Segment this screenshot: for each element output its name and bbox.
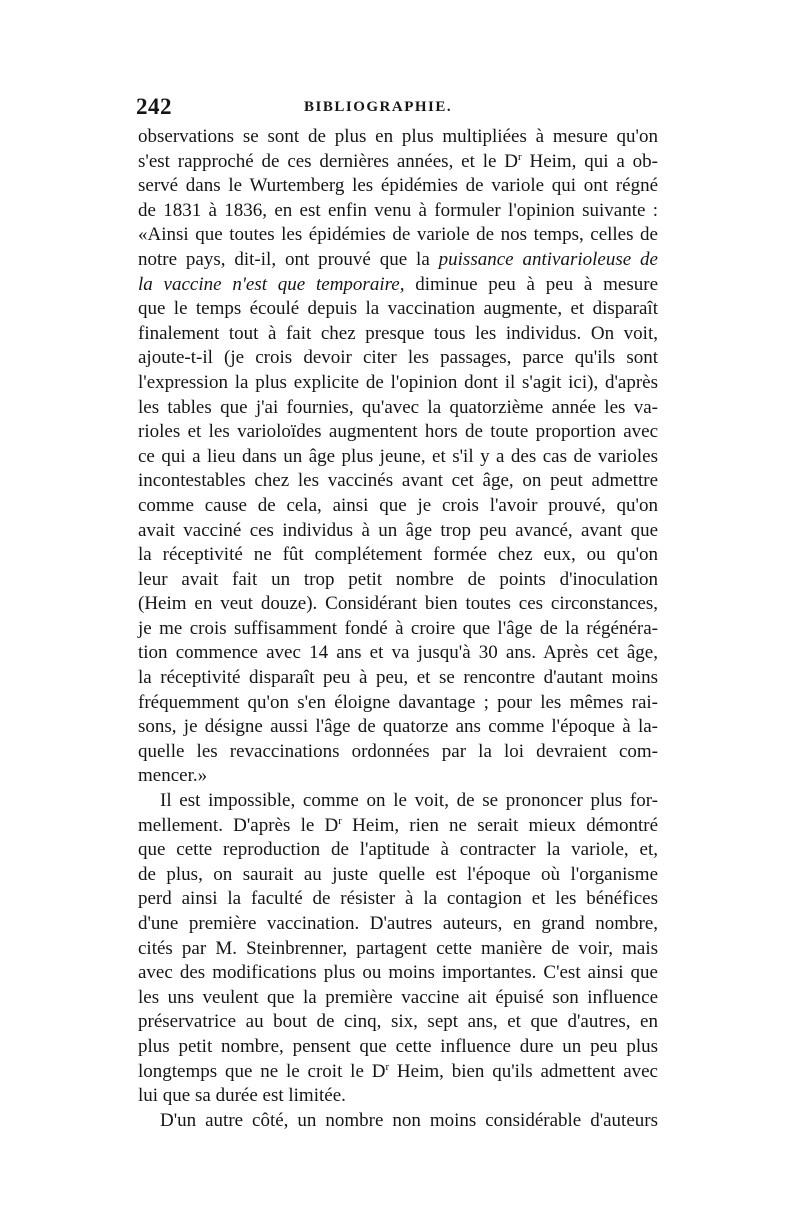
italic-emphasis: la vaccine n'est que temporaire, bbox=[138, 273, 405, 295]
text-line: je me crois suffisamment fondé à croire que l'âge de la régénéra- bbox=[138, 617, 658, 639]
text-line: quelle les revaccinations ordonnées par la loi devraient com- bbox=[138, 740, 658, 762]
italic-emphasis: puissance antivarioleuse de bbox=[438, 248, 658, 270]
text-line: rioles et les varioloïdes augmentent hors de toute proportion avec bbox=[138, 421, 658, 443]
text-line: les uns veulent que la première vaccine ait épuisé son influence bbox=[138, 986, 658, 1008]
text-line: (Heim en veut douze). Considérant bien toutes ces circonstances, bbox=[138, 593, 658, 615]
text-line: d'une première vaccination. D'autres auteurs, en grand nombre, bbox=[138, 913, 658, 934]
text-line: mellement. D'après le $D^r$ Heim, rien ne serait mieux démontré bbox=[138, 814, 659, 836]
body-text bbox=[138, 125, 658, 1133]
text-line: que le temps écoulé depuis la vaccination augmente, et disparaît bbox=[138, 298, 658, 320]
superscript: r bbox=[338, 814, 342, 827]
text-line: de plus, on saurait au juste quelle est l'époque où l'organisme bbox=[138, 863, 658, 885]
text-line: finalement tout à fait chez presque tous les individus. On voit, bbox=[138, 322, 658, 344]
superscript: r bbox=[385, 1060, 390, 1073]
text-line: sons, je désigne aussi l'âge de quatorze ans comme l'époque à la- bbox=[138, 716, 658, 738]
text-line: cités par M. Steinbrenner, partagent cette manière de voir, mais bbox=[138, 937, 658, 959]
text-line: mencer.» bbox=[138, 765, 208, 787]
paragraph-start-line: D'un autre côté, un nombre non moins considérable d'auteurs bbox=[160, 1109, 658, 1131]
text-line: avait vacciné ces individus à un âge trop peu avancé, avant que bbox=[138, 519, 658, 541]
text-line: avec des modifications plus ou moins importantes. C'est ainsi que bbox=[138, 962, 658, 984]
running-head bbox=[136, 94, 658, 120]
text-line: «Ainsi que toutes les épidémies de variole de nos temps, celles de bbox=[138, 224, 658, 246]
text-line: les tables que j'ai fournies, qu'avec la quatorzième année les va- bbox=[138, 396, 658, 418]
text-line: s'est rapproché de ces dernières années, et le $D^r$ Heim, qui a ob- bbox=[138, 150, 658, 172]
text-line: la réceptivité disparaît peu à peu, et se rencontre d'autant moins bbox=[138, 667, 658, 689]
text-line: que cette reproduction de l'aptitude à contracter la variole, et, bbox=[138, 839, 658, 861]
text-line: notre pays, dit-il, ont prouvé que la puissance antivarioleuse de bbox=[138, 248, 658, 270]
text-line: perd ainsi la faculté de résister à la contagion et les bénéfices bbox=[138, 888, 658, 910]
text-line: préservatrice au bout de cinq, six, sept ans, et que d'autres, en bbox=[138, 1011, 658, 1033]
text-line: ajoute-t-il (je crois devoir citer les passages, parce qu'ils sont bbox=[138, 347, 658, 369]
text-line: ce qui a lieu dans un âge plus jeune, et s'il y a des cas de varioles bbox=[138, 445, 658, 467]
text-line: leur avait fait un trop petit nombre de points d'inoculation bbox=[138, 568, 658, 590]
text-line: servé dans le Wurtemberg les épidémies de variole qui ont régné bbox=[138, 175, 658, 197]
text-line: longtemps que ne le croit le $D^r$ Heim, bien qu'ils admettent avec bbox=[138, 1060, 658, 1082]
text-line: la vaccine n'est que temporaire, diminue peu à peu à mesure bbox=[138, 273, 659, 295]
page-number: 242 bbox=[136, 94, 172, 119]
text-line: l'expression la plus explicite de l'opinion dont il s'agit ici), d'après bbox=[138, 371, 658, 393]
running-title: BIBLIOGRAPHIE. bbox=[304, 99, 453, 115]
text-line: de 1831 à 1836, en est enfin venu à formuler l'opinion suivante : bbox=[138, 199, 658, 221]
superscript: r bbox=[517, 150, 522, 163]
text-line: comme cause de cela, ainsi que je crois l'avoir prouvé, qu'on bbox=[138, 494, 658, 516]
text-line: incontestables chez les vaccinés avant cet âge, on peut admettre bbox=[138, 470, 658, 492]
text-line: plus petit nombre, pensent que cette influence dure un peu plus bbox=[138, 1035, 658, 1057]
text-line: tion commence avec 14 ans et va jusqu'à 30 ans. Après cet âge, bbox=[138, 642, 658, 664]
text-line: fréquemment qu'on s'en éloigne davantage ; pour les mêmes rai- bbox=[138, 691, 658, 713]
paragraph-start-line: Il est impossible, comme on le voit, de se prononcer plus for- bbox=[160, 790, 658, 812]
text-line: lui que sa durée est limitée. bbox=[138, 1085, 346, 1107]
text-line: observations se sont de plus en plus multipliées à mesure qu'on bbox=[138, 126, 658, 147]
text-line: la réceptivité ne fût complétement formée chez eux, ou qu'on bbox=[138, 544, 658, 566]
